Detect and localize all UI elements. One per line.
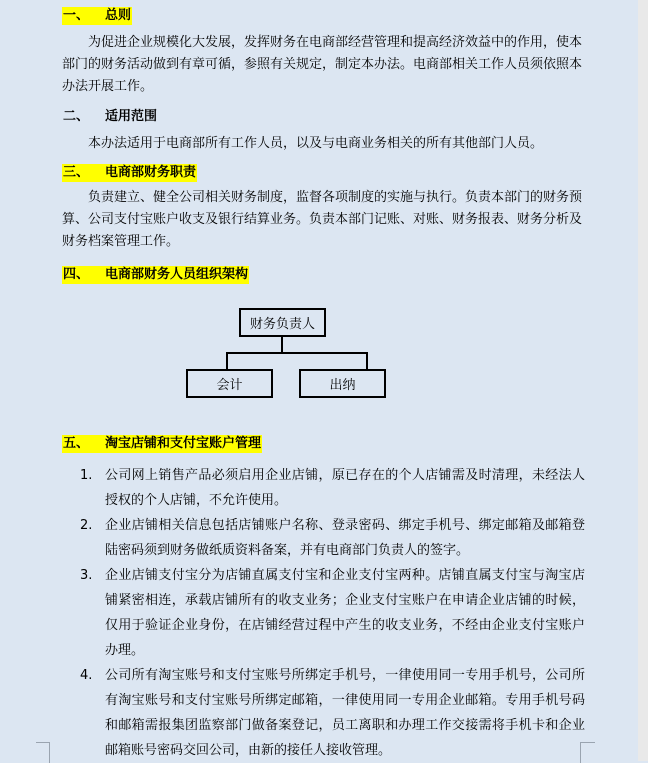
- org-box-head: 财务负责人: [239, 308, 326, 337]
- section-heading-5: [62, 435, 262, 453]
- list-item: [80, 513, 585, 563]
- section-heading-1: [62, 7, 132, 25]
- section-title: 电商部财务职责: [105, 165, 197, 180]
- section-title: 淘宝店铺和支付宝账户管理: [105, 436, 262, 451]
- org-connector: [366, 352, 368, 370]
- section-heading-4: [62, 266, 249, 284]
- paragraph-scope: 本办法适用于电商部所有工作人员，以及与电商业务相关的所有其他部门人员。: [88, 136, 544, 151]
- margin-corner-mark-left: [36, 742, 50, 763]
- org-connector: [226, 352, 368, 354]
- list-number: 4.: [80, 668, 93, 683]
- list-text: 公司所有淘宝账号和支付宝账号所绑定手机号，一律使用同一专用手机号，公司所有淘宝账号和支付宝账号所绑定邮箱，一律使用同一专用企业邮箱。专用手机号码和邮箱需报集团监察部门做备案登记，员工离职和办理工作交接需将手机卡和企业邮箱账号密码交回公司，由新的接任人接收管理。: [105, 668, 585, 758]
- margin-corner-mark-right: [580, 742, 595, 763]
- section-title: 电商部财务人员组织架构: [105, 267, 249, 282]
- account-rules-list: [80, 463, 585, 763]
- list-item: [80, 663, 585, 763]
- list-text: 企业店铺支付宝分为店铺直属支付宝和企业支付宝两种。店铺直属支付宝与淘宝店铺紧密相连，承载店铺所有的收支业务；企业支付宝账户在申请企业店铺的时候，仅用于验证企业身份，在店铺经营过程中产生的收支业务，不经由企业支付宝账户办理。: [105, 568, 585, 658]
- paragraph-general: 为促进企业规模化大发展，发挥财务在电商部经营管理和提高经济效益中的作用，使本部门的财务活动做到有章可循，参照有关规定，制定本办法。电商部相关工作人员须依照本办法开展工作。: [62, 35, 583, 94]
- org-box-cashier: 出纳: [299, 369, 386, 398]
- list-number: 3.: [80, 568, 93, 583]
- section-number: 五、: [63, 436, 90, 451]
- list-item: [80, 563, 585, 663]
- list-item: [80, 463, 585, 513]
- section-heading-3: [62, 164, 197, 182]
- org-connector: [226, 352, 228, 370]
- paragraph-duties: 负责建立、健全公司相关财务制度，监督各项制度的实施与执行。负责本部门的财务预算、公司支付宝账户收支及银行结算业务。负责本部门记账、对账、财务报表、财务分析及财务档案管理工作。: [62, 190, 583, 249]
- section-number: 二、: [63, 109, 90, 124]
- section-number: 一、: [63, 8, 90, 23]
- list-number: 2.: [80, 518, 93, 533]
- list-number: 1.: [80, 468, 93, 483]
- section-number: 三、: [63, 165, 90, 180]
- section-heading-2: [62, 108, 158, 126]
- org-connector: [281, 336, 283, 353]
- section-title: 总则: [105, 8, 132, 23]
- section-number: 四、: [63, 267, 90, 282]
- section-title: 适用范围: [105, 109, 158, 124]
- list-text: 企业店铺相关信息包括店铺账户名称、登录密码、绑定手机号、绑定邮箱及邮箱登陆密码须到财务做纸质资料备案，并有电商部门负责人的签字。: [105, 518, 585, 558]
- org-box-accountant: 会计: [186, 369, 273, 398]
- page-edge: [638, 0, 648, 761]
- list-text: 公司网上销售产品必须启用企业店铺，原已存在的个人店铺需及时清理，未经法人授权的个人店铺，不允许使用。: [105, 468, 585, 508]
